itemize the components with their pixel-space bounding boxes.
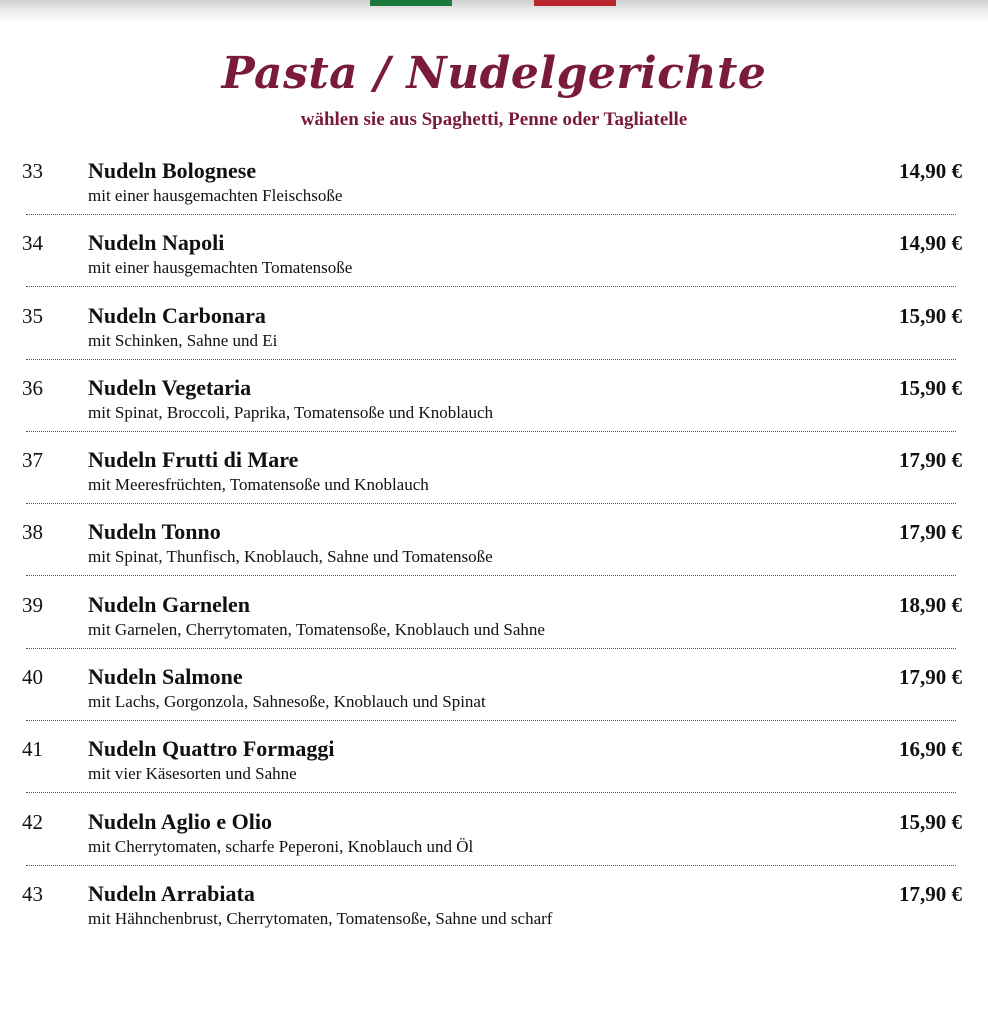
menu-item-name: Nudeln Carbonara <box>88 302 266 328</box>
menu-item <box>22 591 962 663</box>
menu-item-name: Nudeln Frutti di Mare <box>88 447 299 473</box>
menu-item-description: mit Spinat, Broccoli, Paprika, Tomatensoße und Knoblauch <box>88 402 494 422</box>
menu-item-description: mit einer hausgemachten Fleischsoße <box>88 186 343 205</box>
menu-item-name: Nudeln Arrabiata <box>88 880 255 906</box>
menu-item-number: 40 <box>22 665 43 690</box>
menu-item-price: 17,90 € <box>899 881 962 906</box>
menu-item-name: Nudeln Aglio e Olio <box>88 808 272 834</box>
menu-item-price: 15,90 € <box>899 809 962 834</box>
dotted-divider <box>26 286 956 287</box>
dotted-divider <box>26 359 956 360</box>
menu-item-description: mit Spinat, Thunfisch, Knoblauch, Sahne und Tomatensoße <box>88 547 493 567</box>
menu-item-number: 42 <box>22 809 43 834</box>
dotted-divider <box>26 865 956 866</box>
menu-item-number: 37 <box>22 448 43 473</box>
dotted-divider <box>26 503 956 504</box>
dotted-divider <box>26 792 956 793</box>
menu-item-price: 16,90 € <box>899 737 962 762</box>
menu-item-price: 17,90 € <box>899 448 962 473</box>
menu-item-name: Nudeln Napoli <box>88 230 225 256</box>
menu-item-price: 15,90 € <box>899 303 962 328</box>
dotted-divider <box>26 214 956 215</box>
menu-item <box>22 157 962 229</box>
menu-item-number: 41 <box>22 737 43 762</box>
menu-item-description: mit Meeresfrüchten, Tomatensoße und Knoblauch <box>88 475 429 495</box>
menu-item-name: Nudeln Quattro Formaggi <box>88 736 335 762</box>
menu-item-description: mit Garnelen, Cherrytomaten, Tomatensoße, Knoblauch und Sahne <box>88 619 545 639</box>
menu-item-price: 18,90 € <box>899 592 962 617</box>
page-title: Pasta / Nudelgerichte <box>221 48 767 99</box>
menu-item <box>22 663 962 735</box>
menu-item-price: 15,90 € <box>899 375 962 400</box>
menu-item-number: 38 <box>22 520 43 545</box>
menu-item-number: 34 <box>22 231 43 256</box>
flag-stripe-red <box>534 0 616 6</box>
menu-item-price: 14,90 € <box>899 231 962 256</box>
menu-item-name: Nudeln Tonno <box>88 519 221 545</box>
dotted-divider <box>26 648 956 649</box>
menu-item-name: Nudeln Salmone <box>88 664 243 690</box>
page-subtitle: wählen sie aus Spaghetti, Penne oder Tagliatelle <box>300 109 688 130</box>
dotted-divider <box>26 431 956 432</box>
menu-item-description: mit Schinken, Sahne und Ei <box>88 330 278 350</box>
dotted-divider <box>26 720 956 721</box>
menu-item-price: 17,90 € <box>899 520 962 545</box>
menu-item-description: mit Lachs, Gorgonzola, Sahnesoße, Knoblauch und Spinat <box>88 692 486 712</box>
menu-item-price: 14,90 € <box>899 159 962 183</box>
top-shadow-band <box>0 0 988 22</box>
menu-item-price: 17,90 € <box>899 665 962 690</box>
menu-item-name: Nudeln Bolognese <box>88 158 257 183</box>
menu-item-number: 39 <box>22 592 43 617</box>
menu-list <box>22 157 962 952</box>
menu-item-number: 36 <box>22 375 43 400</box>
menu-item-number: 43 <box>22 881 43 906</box>
menu-item-description: mit vier Käsesorten und Sahne <box>88 764 297 784</box>
dotted-divider <box>26 575 956 576</box>
menu-item <box>22 302 962 374</box>
menu-item-name: Nudeln Garnelen <box>88 591 250 617</box>
menu-item-description: mit Cherrytomaten, scharfe Peperoni, Knoblauch und Öl <box>88 836 474 856</box>
menu-item-number: 33 <box>22 159 43 183</box>
menu-item <box>22 518 962 590</box>
menu-item-description: mit Hähnchenbrust, Cherrytomaten, Tomatensoße, Sahne und scharf <box>88 908 553 928</box>
menu-item <box>22 808 962 880</box>
flag-stripe-green <box>370 0 452 6</box>
menu-item-number: 35 <box>22 303 43 328</box>
menu-item-name: Nudeln Vegetaria <box>88 374 252 400</box>
menu-item <box>22 229 962 301</box>
menu-item <box>22 374 962 446</box>
menu-item <box>22 735 962 807</box>
menu-item <box>22 880 962 952</box>
menu-item-description: mit einer hausgemachten Tomatensoße <box>88 258 353 278</box>
menu-item <box>22 446 962 518</box>
